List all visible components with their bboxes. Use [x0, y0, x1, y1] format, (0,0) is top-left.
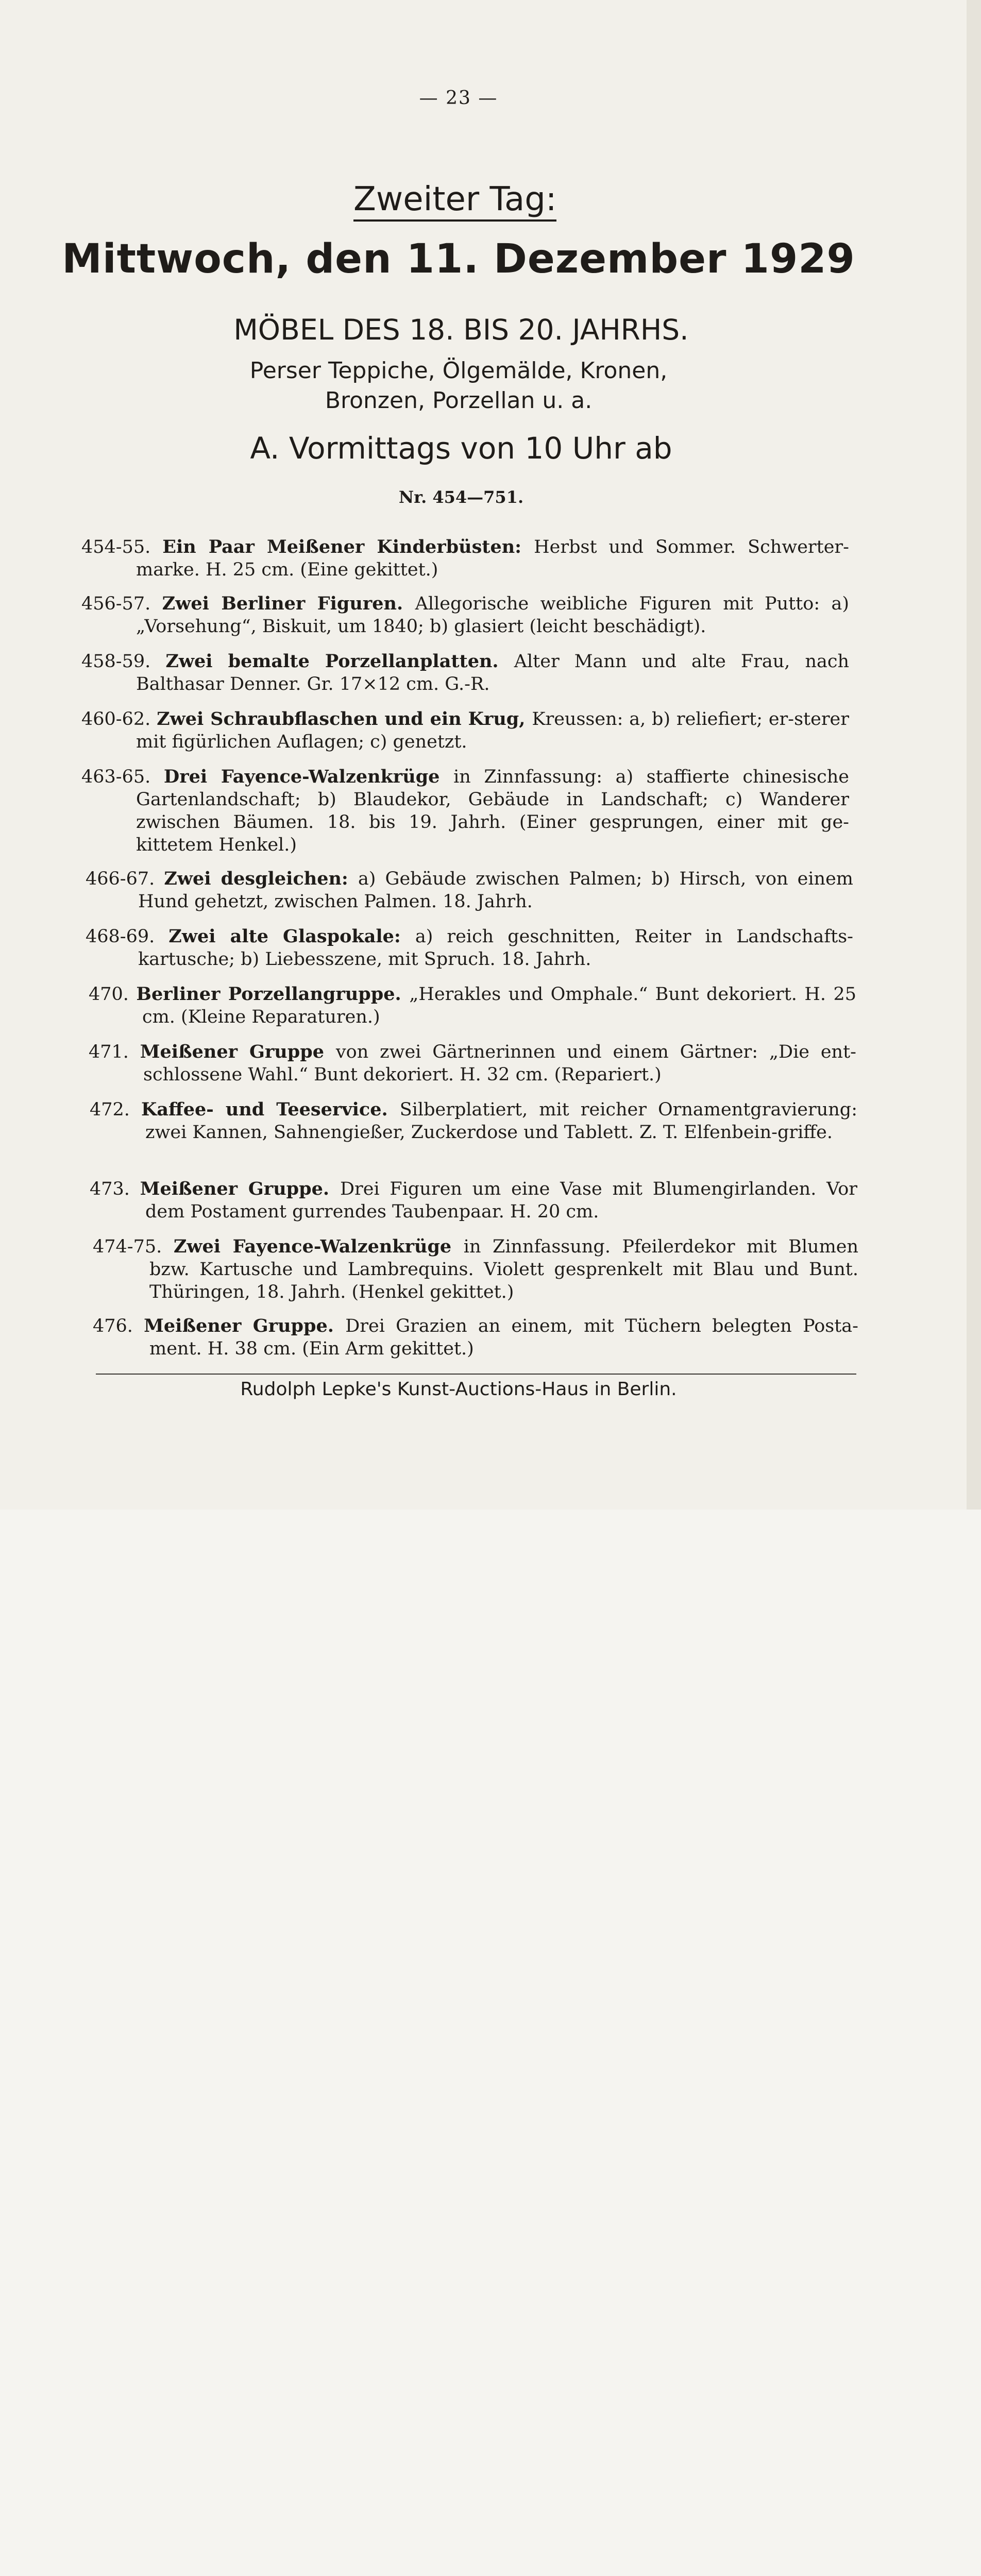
entry-number: 473.: [90, 1179, 140, 1199]
catalogue-entry: [93, 1315, 858, 1360]
catalogue-entry: [89, 983, 856, 1028]
subheading-line1: Perser Teppiche, Ölgemälde, Kronen,: [249, 358, 668, 384]
subheading-line2: Bronzen, Porzellan u. a.: [325, 387, 593, 414]
heading-day: Zweiter Tag:: [353, 180, 556, 222]
entry-number: 471.: [89, 1042, 140, 1062]
entry-description: Allegorische weibliche Figuren mit Putto: a) „Vorsehung“, Biskuit, um 1840; b) glasiert (leicht beschädigt).: [136, 594, 849, 637]
entry-description: „Herakles und Omphale.“ Bunt dekoriert. H. 25 cm. (Kleine Reparaturen.): [142, 984, 856, 1027]
entry-title: Berliner Porzellangruppe.: [136, 984, 410, 1005]
entry-description: Drei Figuren um eine Vase mit Blumengirlanden. Vor dem Postament gurrendes Taubenpaar. H. 20 cm.: [145, 1179, 857, 1222]
page-number: — 23 —: [419, 88, 498, 109]
entry-title: Zwei alte Glaspokale:: [168, 926, 415, 947]
catalogue-entry: [93, 1235, 858, 1303]
entry-number: 458-59.: [81, 651, 166, 672]
entry-title: Ein Paar Meißener Kinderbüsten:: [162, 536, 534, 557]
session-heading: A. Vormittags von 10 Uhr ab: [250, 431, 672, 466]
entry-number: 472.: [90, 1099, 141, 1120]
entry-description: Alter Mann und alte Frau, nach Balthasar Denner. Gr. 17×12 cm. G.-R.: [136, 651, 850, 694]
entry-title: Meißener Gruppe.: [144, 1315, 346, 1336]
entry-title: Zwei Schraubflaschen und ein Krug,: [157, 708, 532, 730]
entry-number: 476.: [93, 1316, 144, 1336]
entry-title: Meißener Gruppe.: [140, 1178, 340, 1199]
entry-description: Silberplatiert, mit reicher Ornamentgravierung: zwei Kannen, Sahnengießer, Zuckerdose und Tablett. Z. T. Elfenbein-griffe.: [145, 1099, 858, 1143]
entry-description: Kreussen: a, b) reliefiert; er-sterer mit figürlichen Auflagen; c) genetzt.: [136, 709, 850, 752]
entry-title: Zwei Berliner Figuren.: [162, 593, 415, 614]
catalogue-entry: [81, 766, 849, 856]
catalogue-entry: [81, 592, 849, 638]
heading-date: Mittwoch, den 11. Dezember 1929: [62, 236, 855, 282]
footer-rule: [96, 1374, 856, 1375]
number-range: Nr. 454—751.: [398, 487, 524, 507]
footer-text: Rudolph Lepke's Kunst-Auctions-Haus in Berlin.: [240, 1379, 677, 1400]
entry-number: 460-62.: [81, 709, 157, 730]
entry-title: Zwei Fayence-Walzenkrüge: [173, 1236, 464, 1257]
entry-description: a) Gebäude zwischen Palmen; b) Hirsch, von einem Hund gehetzt, zwischen Palmen. 18. Jahrh.: [138, 869, 853, 912]
entry-number: 456-57.: [81, 594, 162, 614]
entry-description: in Zinnfassung: a) staffierte chinesische Gartenlandschaft; b) Blaudekor, Gebäude in Landschaft; c) Wanderer zwischen Bäumen. 18. bis 19. Jahrh. (Einer gesprungen, einer mit ge-kittetem Henkel.): [136, 767, 849, 855]
catalogue-entry: [90, 1178, 857, 1223]
catalogue-entry: [89, 1041, 856, 1086]
entry-number: 468-69.: [86, 926, 169, 947]
entry-number: 470.: [89, 984, 137, 1005]
entry-number: 463-65.: [81, 767, 164, 787]
entry-description: Herbst und Sommer. Schwerter-marke. H. 25 cm. (Eine gekittet.): [136, 537, 849, 580]
entry-description: a) reich geschnitten, Reiter in Landschafts-kartusche; b) Liebesszene, mit Spruch. 18. Jahrh.: [138, 926, 853, 970]
entry-number: 454-55.: [81, 537, 163, 557]
entry-title: Kaffee- und Teeservice.: [141, 1099, 400, 1120]
catalogue-entry: [81, 708, 849, 753]
page-edge: [967, 0, 981, 1510]
entry-description: von zwei Gärtnerinnen und einem Gärtner: „Die ent-schlossene Wahl.“ Bunt dekoriert. H. 32 cm. (Repariert.): [143, 1042, 856, 1085]
viewer-footer-bar: [0, 1510, 981, 1581]
entry-title: Zwei bemalte Porzellanplatten.: [165, 651, 514, 672]
catalogue-entry: [86, 925, 853, 971]
catalogue-entry: [90, 1098, 857, 1144]
entry-title: Zwei desgleichen:: [164, 868, 358, 889]
catalogue-entry: [81, 650, 849, 696]
entry-title: Drei Fayence-Walzenkrüge: [163, 766, 454, 787]
entry-description: Drei Grazien an einem, mit Tüchern belegten Posta-ment. H. 38 cm. (Ein Arm gekittet.): [149, 1316, 858, 1359]
catalogue-entry: [86, 868, 853, 913]
entry-description: in Zinnfassung. Pfeilerdekor mit Blumen bzw. Kartusche und Lambrequins. Violett gesprenkelt mit Blau und Bunt. Thüringen, 18. Jahrh. (Henkel gekittet.): [149, 1236, 859, 1302]
entry-number: 466-67.: [86, 869, 164, 889]
catalogue-entry: [81, 536, 849, 581]
heading-category: MÖBEL DES 18. BIS 20. JAHRHS.: [233, 313, 689, 346]
entry-number: 474-75.: [93, 1236, 174, 1257]
entry-title: Meißener Gruppe: [140, 1041, 336, 1062]
